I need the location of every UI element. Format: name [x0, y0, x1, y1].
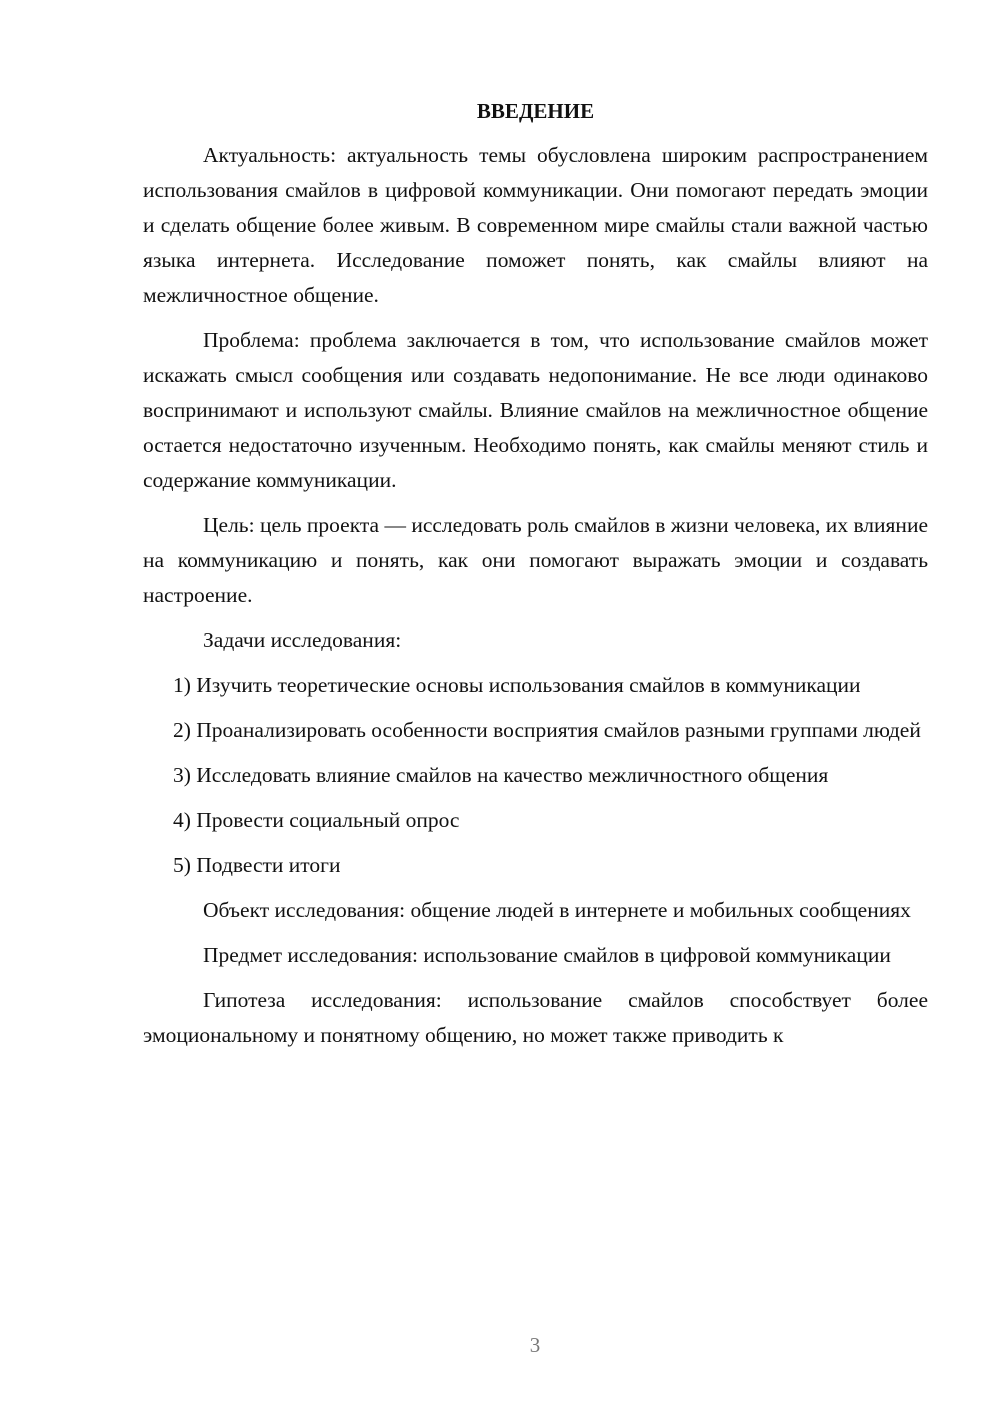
paragraph-hypothesis: Гипотеза исследования: использование смайлов способствует более эмоциональному и понятному общению, но может также приводить к: [143, 988, 928, 1047]
paragraph-object: Объект исследования: общение людей в интернете и мобильных сообщениях: [203, 898, 911, 922]
paragraph-problem: Проблема: проблема заключается в том, что использование смайлов может искажать смысл сообщения или создавать недопонимание. Не все люди одинаково воспринимают и используют смайлы. Влияние смайлов на межличностное общение остается недостаточно изученным. Необходимо понять, как смайлы меняют стиль и содержание коммуникации.: [143, 328, 928, 492]
document-page: [143, 96, 928, 1063]
task-item: 5) Подвести итоги: [173, 853, 341, 877]
task-item: 1) Изучить теоретические основы использования смайлов в коммуникации: [173, 673, 861, 697]
task-item: 2) Проанализировать особенности восприятия смайлов разными группами людей: [173, 718, 921, 742]
paragraph-subject: Предмет исследования: использование смайлов в цифровой коммуникации: [203, 943, 891, 967]
task-item: 4) Провести социальный опрос: [173, 808, 460, 832]
paragraph-relevance: Актуальность: актуальность темы обусловлена широким распространением использования смайлов в цифровой коммуникации. Они помогают передать эмоции и сделать общение более живым. В современном мире смайлы стали важной частью языка интернета. Исследование поможет понять, как смайлы влияют на межличностное общение.: [143, 143, 928, 307]
task-item: 3) Исследовать влияние смайлов на качество межличностного общения: [173, 763, 829, 787]
section-title: ВВЕДЕНИЕ: [476, 99, 595, 123]
page-number: 3: [529, 1333, 541, 1357]
paragraph-goal: Цель: цель проекта — исследовать роль смайлов в жизни человека, их влияние на коммуникацию и понять, как они помогают выражать эмоции и создавать настроение.: [143, 513, 928, 607]
paragraph-tasks-heading: Задачи исследования:: [203, 628, 402, 652]
